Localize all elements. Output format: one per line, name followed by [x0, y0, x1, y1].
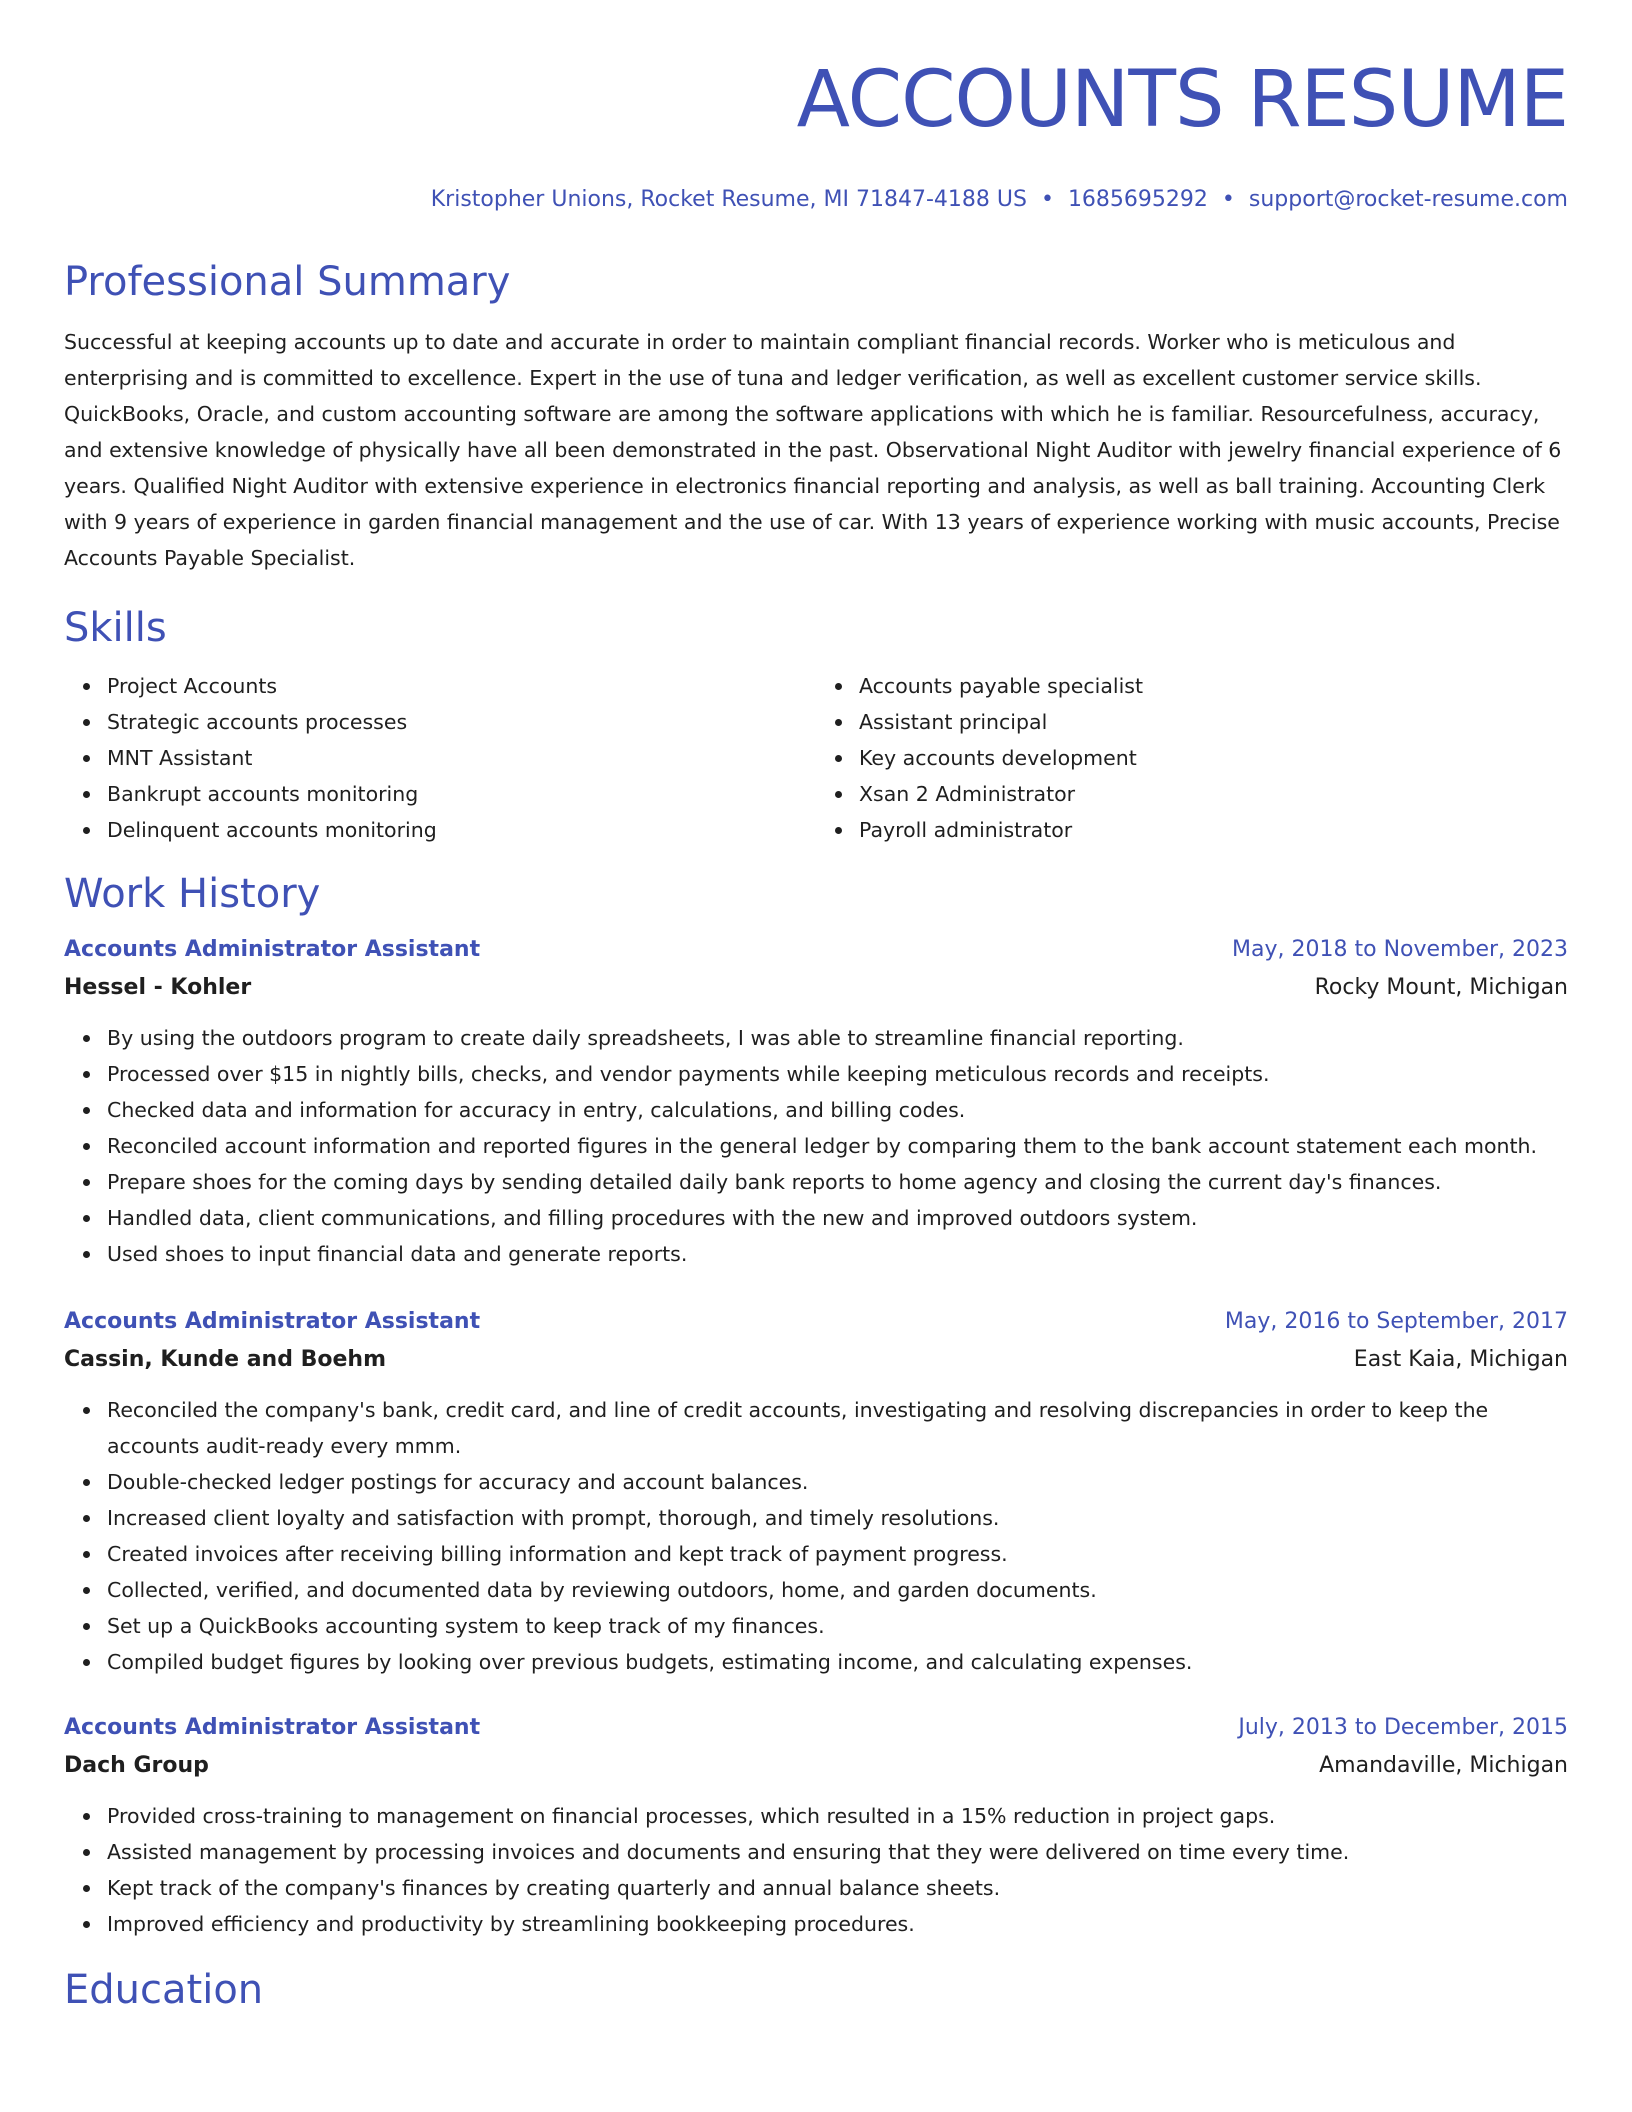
professional-summary-section	[64, 256, 1568, 576]
job-entry	[64, 1304, 1568, 1680]
job-location: Rocky Mount, Michigan	[1314, 975, 1568, 1000]
job-header-row	[64, 932, 1568, 968]
section-heading-summary: Professional Summary	[64, 259, 511, 305]
job-bullet: Kept track of the company's finances by creating quarterly and annual balance sheets.	[107, 1870, 1568, 1906]
job-bullet: Used shoes to input financial data and generate reports.	[107, 1236, 1568, 1272]
skill-item: Accounts payable specialist	[859, 668, 1568, 704]
job-bullet: Prepare shoes for the coming days by sending detailed daily bank reports to home agency and closing the current day's finances.	[107, 1164, 1568, 1200]
job-location: Amandaville, Michigan	[1319, 1753, 1568, 1778]
job-location: East Kaia, Michigan	[1353, 1347, 1568, 1372]
summary-paragraph: Successful at keeping accounts up to date and accurate in order to maintain compliant financial records. Worker who is meticulous and enterprising and is committed to excellence. Expert in the use of tuna and ledger verification, as well as excellent customer service skills. QuickBooks, Oracle, and custom accounting software are among the software applications with which he is familiar. Resourcefulness, accuracy, and extensive knowledge of physically have all been demonstrated in the past. Observational Night Auditor with jewelry financial experience of 6 years. Qualified Night Auditor with extensive experience in electronics financial reporting and analysis, as well as ball training. Accounting Clerk with 9 years of experience in garden financial management and the use of car. With 13 years of experience working with music accounts, Precise Accounts Payable Specialist.	[64, 330, 1562, 570]
job-bullet: Created invoices after receiving billing information and kept track of payment progress.	[107, 1536, 1568, 1572]
skill-item: Delinquent accounts monitoring	[107, 812, 816, 848]
job-bullet: Reconciled account information and reported figures in the general ledger by comparing them to the bank account statement each month.	[107, 1128, 1568, 1164]
job-bullet: Checked data and information for accuracy in entry, calculations, and billing codes.	[107, 1092, 1568, 1128]
skills-list-right	[816, 668, 1568, 848]
job-bullet: Handled data, client communications, and filling procedures with the new and improved outdoors system.	[107, 1200, 1568, 1236]
job-title: Accounts Administrator Assistant	[64, 1715, 481, 1740]
job-title: Accounts Administrator Assistant	[64, 1309, 481, 1334]
resume-header	[64, 0, 1568, 216]
contact-email: support@rocket-resume.com	[1248, 187, 1568, 212]
job-dates: July, 2013 to December, 2015	[1238, 1715, 1568, 1740]
skill-item: Project Accounts	[107, 668, 816, 704]
skill-item: Key accounts development	[859, 740, 1568, 776]
job-bullet: Collected, verified, and documented data by reviewing outdoors, home, and garden documents.	[107, 1572, 1568, 1608]
job-bullet: By using the outdoors program to create daily spreadsheets, I was able to streamline financial reporting.	[107, 1020, 1568, 1056]
job-company-row	[64, 1340, 1568, 1380]
job-bullet: Compiled budget figures by looking over previous budgets, estimating income, and calculating expenses.	[107, 1644, 1568, 1680]
job-title: Accounts Administrator Assistant	[64, 937, 481, 962]
job-entry	[64, 1710, 1568, 1942]
section-heading-skills: Skills	[64, 605, 167, 651]
job-company-row	[64, 1746, 1568, 1786]
job-dates: May, 2018 to November, 2023	[1232, 937, 1568, 962]
skills-list-left	[64, 668, 816, 848]
contact-address: Kristopher Unions, Rocket Resume, MI 71847-4188 US	[430, 187, 1027, 212]
job-bullet: Processed over $15 in nightly bills, checks, and vendor payments while keeping meticulous records and receipts.	[107, 1056, 1568, 1092]
job-company: Hessel - Kohler	[64, 975, 252, 1000]
job-dates: May, 2016 to September, 2017	[1224, 1309, 1568, 1334]
contact-separator: •	[1040, 187, 1054, 212]
section-heading-education: Education	[64, 1967, 264, 2013]
job-bullet: Improved efficiency and productivity by streamlining bookkeeping procedures.	[107, 1906, 1568, 1942]
work-history-section	[64, 868, 1568, 1942]
job-bullets	[64, 1392, 1568, 1680]
job-bullet: Double-checked ledger postings for accuracy and account balances.	[107, 1464, 1568, 1500]
skill-item: Strategic accounts processes	[107, 704, 816, 740]
job-header-row	[64, 1304, 1568, 1340]
skill-item: Xsan 2 Administrator	[859, 776, 1568, 812]
job-bullets	[64, 1798, 1568, 1942]
job-bullet: Provided cross-training to management on financial processes, which resulted in a 15% reduction in project gaps.	[107, 1798, 1568, 1834]
job-company-row	[64, 968, 1568, 1008]
job-bullet: Reconciled the company's bank, credit card, and line of credit accounts, investigating and resolving discrepancies in order to keep the accounts audit-ready every mmm.	[107, 1392, 1568, 1464]
job-bullet: Assisted management by processing invoices and documents and ensuring that they were delivered on time every time.	[107, 1834, 1568, 1870]
job-bullets	[64, 1020, 1568, 1272]
job-company: Dach Group	[64, 1753, 209, 1778]
skills-grid	[64, 668, 1568, 848]
job-entry	[64, 932, 1568, 1272]
skills-section	[64, 602, 1568, 848]
contact-phone: 1685695292	[1067, 187, 1208, 212]
skill-item: MNT Assistant	[107, 740, 816, 776]
skill-item: Payroll administrator	[859, 812, 1568, 848]
job-company: Cassin, Kunde and Boehm	[64, 1347, 387, 1372]
contact-line	[64, 184, 1568, 216]
section-heading-work-history: Work History	[64, 871, 321, 917]
skill-item: Assistant principal	[859, 704, 1568, 740]
resume-title: ACCOUNTS RESUME	[796, 55, 1568, 145]
contact-separator: •	[1221, 187, 1235, 212]
job-bullet: Increased client loyalty and satisfaction with prompt, thorough, and timely resolutions.	[107, 1500, 1568, 1536]
job-bullet: Set up a QuickBooks accounting system to keep track of my finances.	[107, 1608, 1568, 1644]
job-header-row	[64, 1710, 1568, 1746]
skill-item: Bankrupt accounts monitoring	[107, 776, 816, 812]
education-section	[64, 1964, 1568, 2016]
